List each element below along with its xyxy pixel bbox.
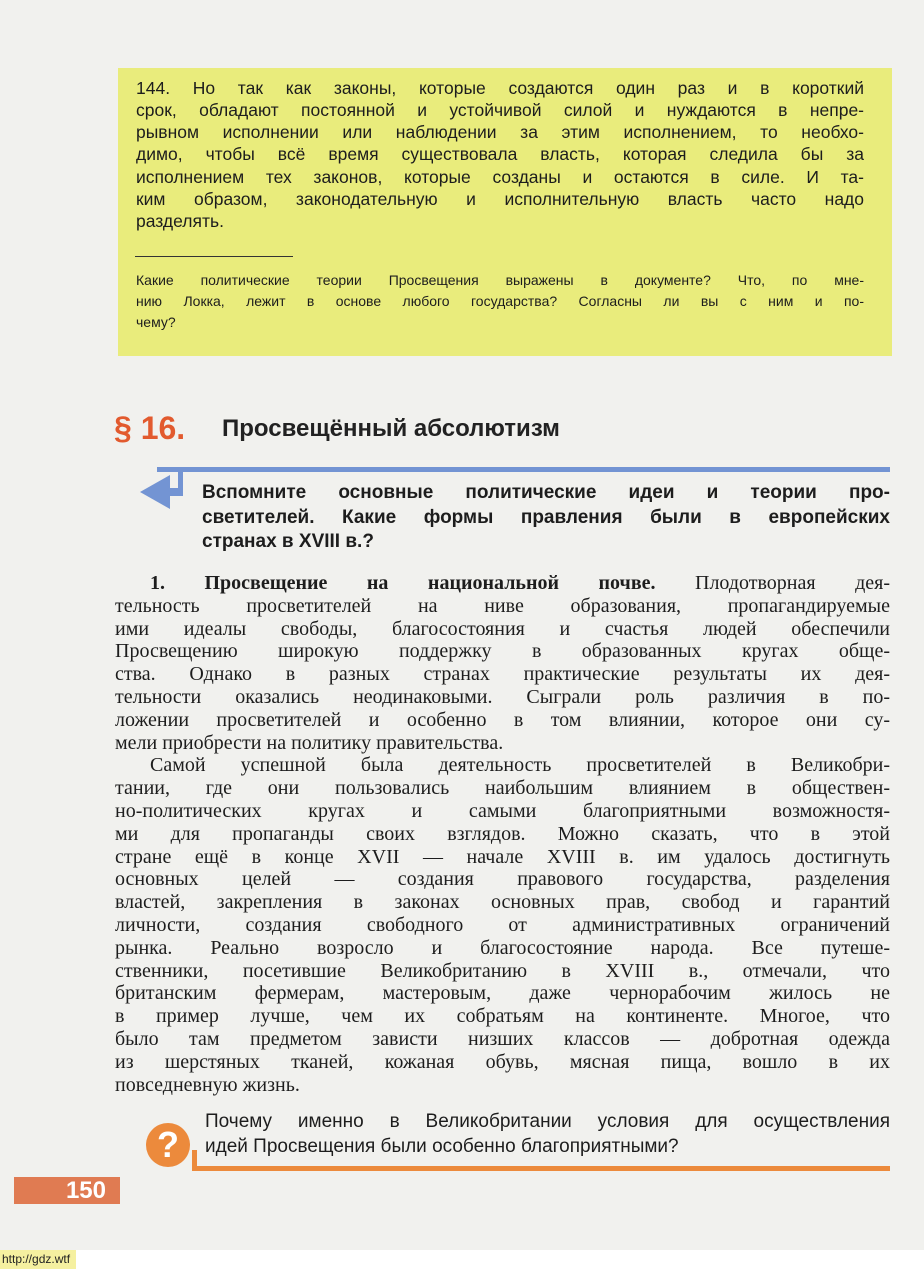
question-line: Почему именно в Великобритании условия для осуществления bbox=[205, 1111, 890, 1132]
body-line: ственники, посетившие Великобританию в XVIII в., отмечали, что bbox=[115, 959, 890, 982]
document-line: рывном исполнении или наблюдении за этим исполнением, то необхо- bbox=[136, 122, 864, 142]
body-line bbox=[150, 572, 890, 595]
recall-line: странах в XVIII в.? bbox=[202, 531, 374, 552]
body-line: Самой успешной была деятельность просветителей в Великобри- bbox=[150, 754, 890, 777]
divider bbox=[135, 256, 293, 257]
body-text: Плодотворная дея- bbox=[655, 572, 890, 594]
body-line: было там предметом зависти низших классов — добротная одежда bbox=[115, 1028, 890, 1050]
question-rule bbox=[192, 1166, 890, 1171]
document-line: разделять. bbox=[136, 211, 224, 231]
document-line: димо, чтобы всё время существовала власть, которая следила бы за bbox=[136, 144, 864, 164]
page-number: 150 bbox=[14, 1177, 120, 1204]
body-line: мели приобрести на политику правительства. bbox=[115, 731, 504, 754]
section-title: Просвещённый абсолютизм bbox=[222, 415, 560, 442]
recall-line: светителей. Какие формы правления были в европейских bbox=[202, 507, 890, 528]
body-line: тельности оказались неодинаковыми. Сыграли роль различия в по- bbox=[115, 686, 890, 708]
body-line: в пример лучше, чем их собратьям на континенте. Многое, что bbox=[115, 1005, 890, 1028]
recall-rule bbox=[157, 467, 890, 472]
body-line: британским фермерам, мастеровым, даже чернорабочим жилось не bbox=[115, 982, 890, 1005]
body-line: ства. Однако в разных странах практические результаты их дея- bbox=[115, 663, 890, 686]
question-line: идей Просвещения были особенно благоприятными? bbox=[205, 1136, 679, 1157]
question-mark-icon: ? bbox=[146, 1123, 190, 1167]
body-line: Просвещению широкую поддержку в образованных кругах обще- bbox=[115, 640, 890, 663]
arrow-left-icon-bar bbox=[165, 488, 183, 496]
document-line: ким образом, законодательную и исполнительную власть часто надо bbox=[136, 189, 864, 209]
body-line: властей, закрепления в законах основных прав, свобод и гарантий bbox=[115, 891, 890, 914]
body-line: ми для пропаганды своих взглядов. Можно сказать, что в этой bbox=[115, 822, 890, 845]
body-line: стране ещё в конце XVII — начале XVIII в. им удалось достигнуть bbox=[115, 845, 890, 868]
document-line: 144. Но так как законы, которые создаются один раз и в короткий bbox=[136, 78, 864, 98]
watermark-link[interactable]: http://gdz.wtf bbox=[0, 1250, 76, 1269]
document-question-line: нию Локка, лежит в основе любого государства? Согласны ли вы с ним и по- bbox=[136, 293, 864, 309]
body-line: рынка. Реально возросло и благосостояние народа. Все путеше- bbox=[115, 936, 890, 959]
body-line: личности, создания свободного от административных ограничений bbox=[115, 914, 890, 936]
document-question-line: Какие политические теории Просвещения выражены в документе? Что, по мне- bbox=[136, 272, 864, 288]
body-line: основных целей — создания правового государства, разделения bbox=[115, 868, 890, 891]
body-line: повседневную жизнь. bbox=[115, 1073, 300, 1096]
document-question-line: чему? bbox=[136, 314, 176, 330]
document-line: срок, обладают постоянной и устойчивой силой и нуждаются в непре- bbox=[136, 100, 864, 120]
body-line: из шерстяных тканей, кожаная обувь, мясная пища, вошло в их bbox=[115, 1050, 890, 1073]
document-line: исполнением тех законов, которые созданы и остаются в силе. И та- bbox=[136, 167, 864, 187]
body-line: ими идеалы свободы, благосостояния и счастья людей обеспечили bbox=[115, 617, 890, 640]
body-line: тании, где они пользовались наибольшим влиянием в обществен- bbox=[115, 777, 890, 800]
subheading: 1. Просвещение на национальной почве. bbox=[150, 572, 656, 594]
body-line: ложении просветителей и особенно в том влиянии, которое они су- bbox=[115, 708, 890, 731]
recall-line: Вспомните основные политические идеи и теории про- bbox=[202, 482, 890, 503]
section-number: § 16. bbox=[114, 410, 186, 446]
body-line: но-политических кругах и самыми благоприятными возможностя- bbox=[115, 800, 890, 822]
body-line: тельность просветителей на ниве образования, пропагандируемые bbox=[115, 594, 890, 617]
